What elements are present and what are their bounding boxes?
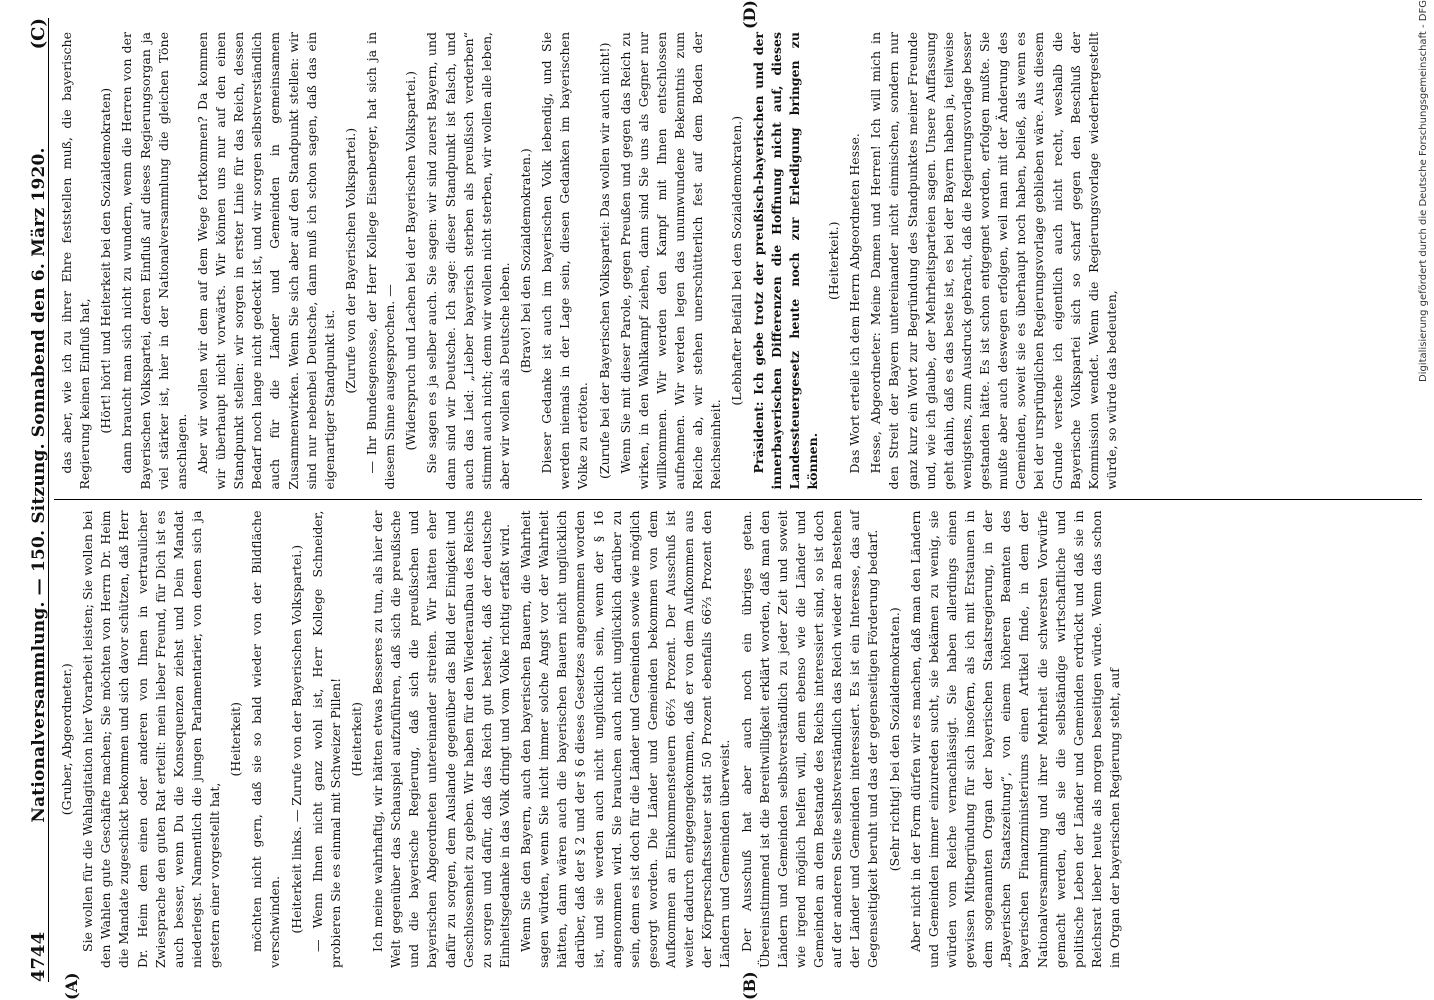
paragraph: Der Ausschuß hat aber auch noch ein übriges getan. Übereinstimmend ist die Bereitwilligkeit erklärt worden, daß man den Ländern und Gemeinden selbstverständlich zu jeder Zeit und soweit wie irgend möglich helfen will, denn ebenso wie die Länder und Gemeinden an dem Bestande des Reichs interessiert sind, so ist doch auf der anderen Seite selbstverständlich das Reich wieder an Bestehen der Länder und Gemeinden interessiert. Es ist ein Interesse, das auf Gegenseitigkeit beruht und das der gegenseitigen Förderung bedarf. <box>738 510 881 968</box>
interjection: (Heiterkeit) <box>228 702 244 777</box>
speech-paragraph: Hesse, Abgeordneter: Meine Damen und Herren! Ich will mich in den Streit der Bayern untereinander nicht einmischen, sondern nur ganz kurz ein Wort zur Begründung des Standpunktes meiner Freunde und, wie ich glaube, der Mehrheitsparteien sagen. Unsere Auffassung geht dahin, daß es das beste ist, es bei der Bayern haben ja, teilweise wenigstens, zum Ausdruck gebracht, daß die Regierungsvorlage besser gestanden hätte. Es ist schon entgegnet worden, erfolgen mußte. Sie mußte aber auch deswegen erfolgen, weil man mit der Änderung des Gemeinden, soweit sie es überhaupt noch haben, beließ, als wenn es bei der ursprünglichen Regierungsvorlage geblieben wäre. Aus diesem Grunde verstehe ich eigentlich auch nicht recht, weshalb die Bayerische Volkspartei sich so scharf gegen den Beschluß der Kommission wendet. Wenn die Regierungsvorlage wiederhergestellt würde, so würde das bedeuten, <box>868 32 1119 490</box>
paragraph: Wenn Sie mit dieser Parole, gegen Preußen und gegen das Reich zu wirken, in den Wahlkampf ziehen, dann sind Sie uns als Gegner nur willkommen. Wir werden den Kampf mit Ihnen entschlossen aufnehmen. Wir werden legen das unumwundene Bekenntnis zum Reiche ab, wir stehen unerschütterlich fest auf dem Boden der Reichseinheit. <box>617 32 724 490</box>
page-header <box>8 18 49 982</box>
paragraph: möchten nicht gern, daß sie so bald wieder von der Bildfläche verschwinden. <box>249 510 283 968</box>
interjection: (Zurufe von der Bayerischen Volkspartei.) <box>342 127 358 394</box>
margin-marker-c: (C) <box>28 18 49 50</box>
interjection: (Lebhafter Beifall bei den Sozialdemokraten.) <box>729 115 745 406</box>
column-divider <box>54 500 1422 501</box>
text-columns <box>54 22 1422 978</box>
paragraph: Sie sagen es ja selber auch. Sie sagen: wir sind zuerst Bayern, und dann sind wir Deutsche. Ich sage: dieser Standpunkt ist falsch, und auch das Lied: „Lieber bayerisch sterben als preußisch verderben“ stimmt auch nicht; denn wir wollen nicht sterben, wir wollen alle leben, aber wir wollen als Deutsche leben. <box>424 32 512 490</box>
paragraph: Aber nicht in der Form dürfen wir es machen, daß man den Ländern und Gemeinden immer einzureden sucht, sie bekämen zu wenig, sie würden vom Reiche vernachlässigt. Sie haben allerdings einen gewissen Mitbegründung für sich insofern, als ich mit Erstaunen in dem sogenannten Organ der bayerischen Staatsregierung, in der „Bayerischen Staatszeitung“, von einem höheren Beamten des bayerischen Finanzministeriums einen Artikel finde, in dem der Nationalversammlung und ihrer Mehrheit die schwersten Vorwürfe gemacht werden, daß sie die selbständige wirtschaftliche und politische Leben der Länder und Gemeinden erdrückt und daß sie in Reichsrat lieber heute als morgen beseitigen würde. Wenn das schon im Organ der bayerischen Regierung steht, auf <box>907 510 1122 968</box>
page-number: 4744 <box>28 931 49 982</box>
paragraph: Ich meine wahrhaftig, wir hätten etwas Besseres zu tun, als hier der Welt gegenüber das Schauspiel aufzuführen, daß sich die preußische und die bayerische Regierung, daß sich die preußischen und bayerischen Abgeordneten untereinander streiten. Wir hätten eher dafür zu sorgen, dem Auslande gegenüber das Bild der Einigkeit und Geschlossenheit zu geben. Wir haben für den Wiederaufbau des Reichs zu sorgen und dafür, daß das Reich gut besteht, daß der deutsche Einheitsgedanke in das Volk dringt und vom Volke richtig erfaßt wird. <box>370 510 512 968</box>
paragraph: — Ihr Bundesgenosse, der Herr Kollege Eisenberger, hat sich ja in diesem Sinne ausgesprochen. — <box>364 32 398 490</box>
dfg-footer-note: Digitalisierung gefördert durch die Deutsche Forschungsgemeinschaft - DFG <box>1418 0 1429 383</box>
interjection: (Hört! hört! und Heiterkeit bei den Sozialdemokraten) <box>98 87 114 434</box>
left-column <box>54 501 1422 979</box>
interjection: (Zurufe bei der Bayerischen Volkspartei: Das wollen wir auch nicht!) <box>596 42 612 479</box>
paragraph: Wenn Sie den Bayern, auch den bayerischen Bauern, die Wahrheit sagen würden, wenn Sie nicht immer solche Angst vor der Wahrheit hätten, dann wären auch die bayerischen Bauern nicht unglücklich darüber, daß der § 2 und der § 6 dieses Gesetzes angenommen worden ist, und sie werden auch nicht unglücklich sein, wenn der § 16 angenommen wird. Sie brauchen auch nicht unglücklich darüber zu sein, denn es ist doch für die Länder und Gemeinden sowie wie möglich gesorgt worden. Die Länder und Gemeinden bekommen von dem Aufkommen an Einkommensteuern 66⅔ Prozent. Der Ausschuß ist weiter dadurch entgegengekommen, daß er von dem Aufkommen aus der Körperschaftssteuer statt 50 Prozent ebenfalls 66⅔ Prozent den Ländern und Gemeinden überweist. <box>518 510 733 968</box>
interjection: (Sehr richtig! bei den Sozialdemokraten.) <box>886 607 902 872</box>
right-column <box>54 22 1422 500</box>
margin-marker-b: (B) <box>740 971 759 1000</box>
interjection: (Heiterkeit links. — Zurufe von der Bayerischen Volkspartei.) <box>288 544 304 934</box>
paragraph: Sie wollen für die Wahlagitation hier Vorarbeit leisten; Sie wollen bei den Wahlen gute Geschäfte machen; Sie möchten von Herrn Dr. Heim die Mandate zugeschickt bekommen und sich davor schützen, daß Herr Dr. Heim dem einen oder anderen von Ihnen in vertraulicher Zwiesprache den guten Rat erteilt: mein lieber Freund, für Dich ist es auch besser, wenn Du die Konsequenzen ziehst und Dein Mandat niederlegst. Namentlich die jungen Parlamentarier, von denen sich ja gestern einer vorgestellt hat, <box>80 510 222 968</box>
president-statement: Präsident: Ich gebe trotz der preußisch-bayerischen und der innerbayerischen Differenzen die Hoffnung nicht auf, dieses Landessteuergesetz heute noch zur Erledigung bringen zu können. <box>750 32 820 490</box>
paragraph: das aber, wie ich zu ihrer Ehre feststellen muß, die bayerische Regierung keinen Einfluß hat, <box>59 32 93 490</box>
dfg-sidebar <box>1414 0 1434 1000</box>
interjection: (Bravo! bei den Sozialdemokraten.) <box>518 148 533 374</box>
interjection: (Heiterkeit) <box>348 702 364 777</box>
page-title: Nationalversammlung. — 150. Sitzung. Sonnabend den 6. März 1920. <box>29 147 49 823</box>
paragraph: Das Wort erteile ich dem Herrn Abgeordneten Hesse. <box>847 133 863 474</box>
speaker-note: (Gruber, Abgeordneter.) <box>59 663 74 816</box>
paragraph: Dieser Gedanke ist auch im bayerischen Volk lebendig, und Sie werden niemals in der Lage sein, diesen Gedanken im bayerischen Volke zu ertöten. <box>539 32 591 490</box>
interjection: (Widerspruch und Lachen bei der Bayerischen Volkspartei.) <box>403 71 419 451</box>
paragraph: dann braucht man sich nicht zu wundern, wenn die Herren von der Bayerischen Volkspartei, deren Einfluß auf dieses Regierungsorgan ja viel stärker ist, hier in der Nationalversammlung die gleichen Töne anschlagen. <box>119 32 189 490</box>
paragraph: — Wenn Ihnen nicht ganz wohl ist, Herr Kollege Schneider, probieren Sie es einmal mit Schweizer Pillen! <box>309 510 343 968</box>
interjection: (Heiterkeit.) <box>826 221 841 300</box>
margin-marker-a: (A) <box>62 972 81 1000</box>
margin-marker-d: (D) <box>740 0 759 30</box>
paragraph: Aber wir wollen wir dem auf dem Wege fortkommen? Da kommen wir überhaupt nicht vorwärts. Wir können uns nur auf den einen Standpunkt stellen: wir sorgen in erster Linie für das Reich, dessen Bedarf noch lange nicht gedeckt ist, und wir sorgen selbstverständlich auch für die Länder und Gemeinden in gemeinsamem Zusammenwirken. Wenn Sie sich aber auf den Standpunkt stellen: wir sind nur nebenbei Deutsche, dann muß ich schon sagen, daß das ein eigenartiger Standpunkt ist. <box>194 32 337 490</box>
